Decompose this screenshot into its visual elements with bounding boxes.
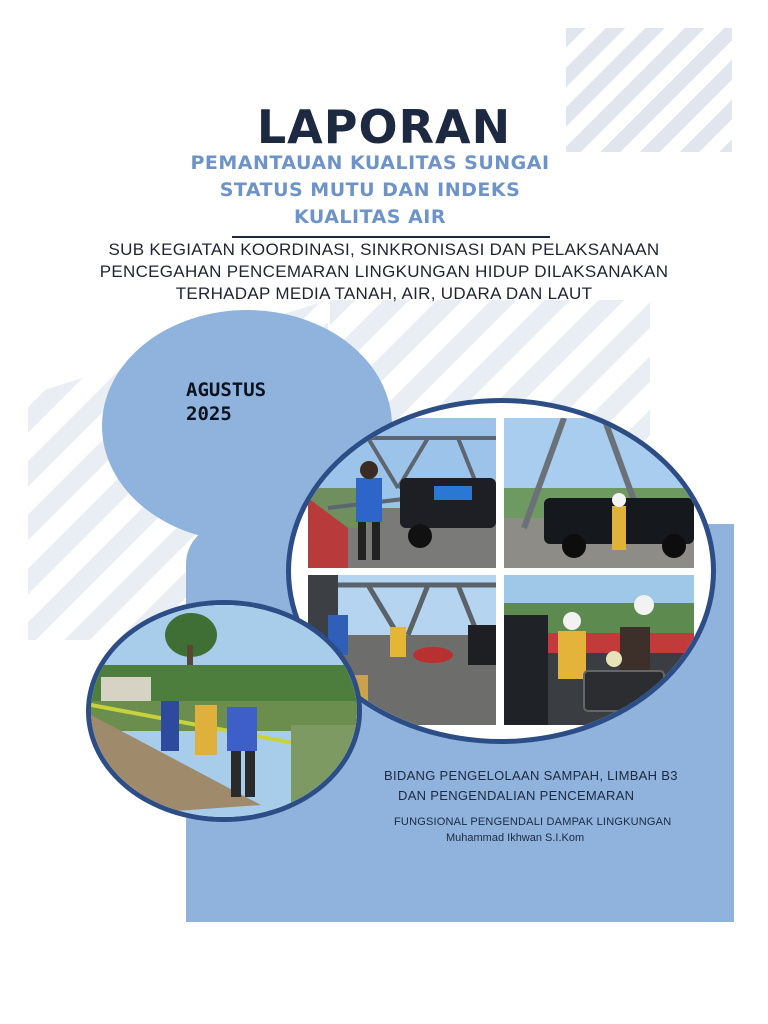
photo-bridge-workers bbox=[504, 418, 694, 568]
department-name bbox=[384, 766, 678, 806]
description-line-2: PENCEGAHAN PENCEMARAN LINGKUNGAN HIDUP DILAKSANAKAN bbox=[99, 262, 669, 281]
report-date bbox=[186, 378, 266, 426]
subtitle-line-2: STATUS MUTU DAN INDEKS bbox=[219, 179, 521, 201]
date-month: AGUSTUS bbox=[186, 379, 267, 401]
department-line-1: BIDANG PENGELOLAAN SAMPAH, LIMBAH B3 bbox=[384, 768, 678, 783]
photo-riverbank-sampling bbox=[86, 600, 362, 822]
report-title: LAPORAN bbox=[256, 100, 512, 154]
photo-bridge-truck bbox=[308, 418, 496, 568]
author-name: Muhammad Ikhwan S.I.Kom bbox=[446, 832, 585, 844]
date-year: 2025 bbox=[186, 403, 232, 425]
description-line-1: SUB KEGIATAN KOORDINASI, SINKRONISASI DAN PELAKSANAAN bbox=[108, 240, 660, 259]
description-line-3: TERHADAP MEDIA TANAH, AIR, UDARA DAN LAUT bbox=[175, 284, 593, 303]
department-line-2: DAN PENGENDALIAN PENCEMARAN bbox=[398, 788, 635, 803]
photo-water-testing bbox=[504, 575, 694, 725]
subtitle-line-3: KUALITAS AIR bbox=[293, 206, 446, 228]
title-divider bbox=[232, 236, 550, 238]
author-role: FUNGSIONAL PENGENDALI DAMPAK LINGKUNGAN bbox=[394, 816, 672, 828]
subtitle-line-1: PEMANTAUAN KUALITAS SUNGAI bbox=[190, 152, 550, 174]
